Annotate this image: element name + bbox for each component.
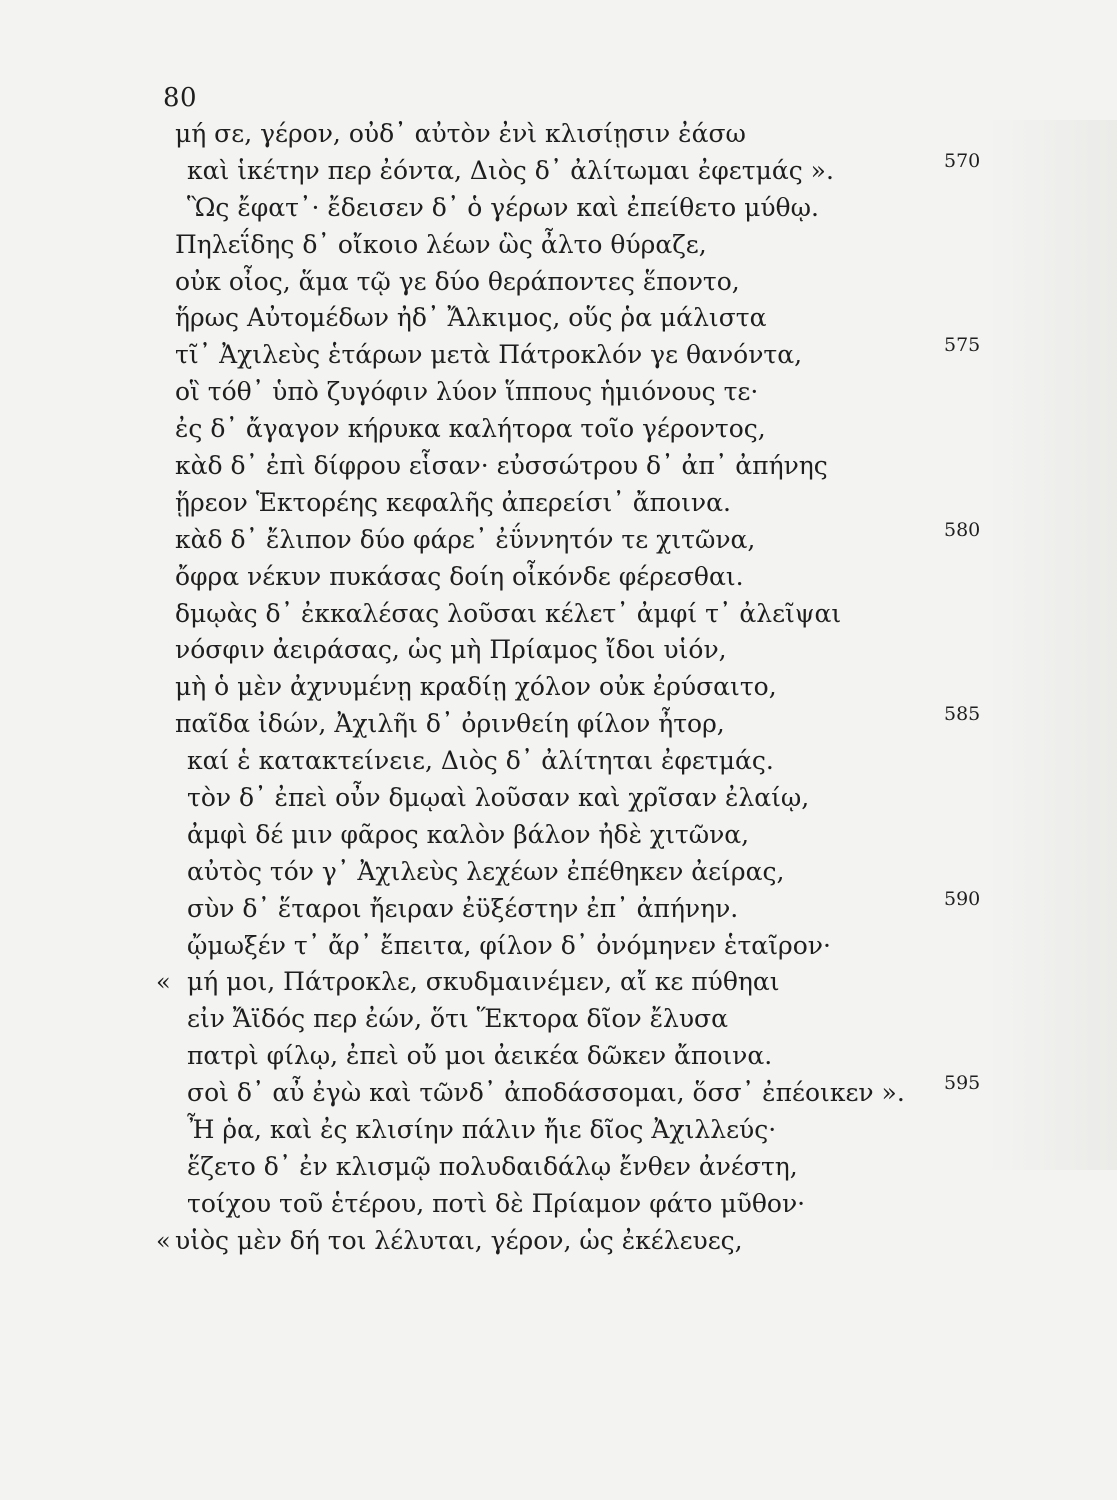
verse-text: Ἦ ῥα, καὶ ἐς κλισίην πάλιν ἤιε δῖος Ἀχιλλεύς· (187, 1115, 777, 1145)
verse-text: σὺν δ᾽ ἕταροι ἤειραν ἐϋξέστην ἐπ᾽ ἀπήνην. (187, 893, 739, 923)
verse-text: κὰδ δ᾽ ἔλιπον δύο φάρε᾽ ἐΰννητόν τε χιτῶνα, (175, 524, 756, 554)
line-number: 580 (944, 518, 981, 541)
line-number: 575 (944, 334, 981, 357)
verse-line (0, 1223, 1117, 1260)
verse-line (0, 1149, 1117, 1186)
verse-line (0, 1001, 1117, 1038)
verse-text: ἥρως Αὐτομέδων ἠδ᾽ Ἄλκιμος, οὕς ῥα μάλιστα (175, 303, 767, 333)
verse-text: σοὶ δ᾽ αὖ ἐγὼ καὶ τῶνδ᾽ ἀποδάσσομαι, ὅσσ᾽ ἐπέοικεν ». (187, 1078, 905, 1108)
verse-line (0, 780, 1117, 817)
verse-text: ἕζετο δ᾽ ἐν κλισμῷ πολυδαιδάλῳ ἔνθεν ἀνέστη, (187, 1151, 798, 1181)
verse-text: ᾕρεον Ἑκτορέης κεφαλῆς ἀπερείσι᾽ ἄποινα. (175, 487, 731, 517)
opening-quote-mark: « (156, 1226, 171, 1255)
page-number: 80 (163, 83, 198, 113)
line-number: 595 (944, 1072, 981, 1095)
verse-line (0, 1112, 1117, 1149)
verse-line (0, 964, 1117, 1001)
verse-block (0, 116, 1117, 1260)
verse-line (0, 703, 1117, 743)
line-number: 590 (944, 887, 981, 910)
verse-line (0, 632, 1117, 669)
verse-text: ᾤμωξέν τ᾽ ἄρ᾽ ἔπειτα, φίλον δ᾽ ὀνόμηνεν ἑταῖρον· (187, 930, 831, 960)
verse-text: καί ἑ κατακτείνειε, Διὸς δ᾽ ἀλίτηται ἐφετμάς. (187, 746, 774, 776)
opening-quote-mark: « (156, 968, 171, 997)
verse-line (0, 149, 1117, 190)
verse-text: οἳ τόθ᾽ ὑπὸ ζυγόφιν λύον ἵππους ἡμιόνους τε· (175, 377, 759, 407)
verse-text: τῖ᾽ Ἀχιλεὺς ἑτάρων μετὰ Πάτροκλόν γε θανόντα, (175, 340, 803, 370)
verse-text: ὄφρα νέκυν πυκάσας δοίη οἶκόνδε φέρεσθαι. (175, 561, 744, 591)
verse-line (0, 1072, 1117, 1112)
verse-text: πατρὶ φίλῳ, ἐπεὶ οὔ μοι ἀεικέα δῶκεν ἄποινα. (187, 1041, 773, 1071)
verse-line (0, 190, 1117, 227)
line-number: 585 (944, 703, 981, 726)
verse-line (0, 411, 1117, 448)
verse-text: εἰν Ἄϊδός περ ἐών, ὅτι Ἕκτορα δῖον ἔλυσα (187, 1004, 729, 1034)
verse-line (0, 887, 1117, 928)
verse-text: οὐκ οἶος, ἅμα τῷ γε δύο θεράποντες ἕποντο, (175, 266, 740, 296)
verse-line (0, 817, 1117, 854)
verse-line (0, 743, 1117, 780)
verse-text: ἐς δ᾽ ἄγαγον κήρυκα καλήτορα τοῖο γέροντος, (175, 414, 766, 444)
verse-text: μὴ ὁ μὲν ἀχνυμένῃ κραδίῃ χόλον οὐκ ἐρύσαιτο, (175, 672, 777, 702)
verse-text: υἱὸς μὲν δή τοι λέλυται, γέρον, ὡς ἐκέλευες, (175, 1225, 743, 1255)
line-number: 570 (944, 149, 981, 172)
verse-text: Πηλεΐδης δ᾽ οἴκοιο λέων ὣς ἆλτο θύραζε, (175, 229, 707, 259)
verse-line (0, 596, 1117, 633)
verse-line (0, 227, 1117, 264)
verse-text: καὶ ἱκέτην περ ἐόντα, Διὸς δ᾽ ἀλίτωμαι ἐφετμάς ». (187, 155, 834, 185)
verse-text: τὸν δ᾽ ἐπεὶ οὖν δμῳαὶ λοῦσαν καὶ χρῖσαν ἐλαίῳ, (187, 783, 810, 813)
verse-text: παῖδα ἰδών, Ἀχιλῆι δ᾽ ὀρινθείη φίλον ἦτορ, (175, 709, 725, 739)
verse-line (0, 264, 1117, 301)
verse-line (0, 518, 1117, 559)
verse-line (0, 334, 1117, 374)
verse-line (0, 559, 1117, 596)
verse-line (0, 1186, 1117, 1223)
verse-text: κὰδ δ᾽ ἐπὶ δίφρου εἷσαν· εὐσσώτρου δ᾽ ἀπ᾽ ἀπήνης (175, 451, 828, 481)
verse-text: μή σε, γέρον, οὐδ᾽ αὐτὸν ἐνὶ κλισίῃσιν ἐάσω (175, 119, 746, 148)
verse-line (0, 374, 1117, 411)
verse-text: μή μοι, Πάτροκλε, σκυδμαινέμεν, αἴ κε πύθηαι (187, 967, 780, 997)
verse-text: δμῳὰς δ᾽ ἐκκαλέσας λοῦσαι κέλετ᾽ ἀμφί τ᾽ ἀλεῖψαι (175, 598, 842, 628)
verse-text: τοίχου τοῦ ἑτέρου, ποτὶ δὲ Πρίαμον φάτο μῦθον· (187, 1188, 806, 1218)
verse-text: νόσφιν ἀειράσας, ὡς μὴ Πρίαμος ἴδοι υἱόν, (175, 635, 727, 665)
verse-line (0, 448, 1117, 485)
verse-text: ἀμφὶ δέ μιν φᾶρος καλὸν βάλον ἠδὲ χιτῶνα, (187, 819, 750, 849)
verse-line (0, 928, 1117, 965)
verse-text: Ὣς ἔφατ᾽· ἔδεισεν δ᾽ ὁ γέρων καὶ ἐπείθετο μύθῳ. (187, 192, 819, 222)
verse-text: αὐτὸς τόν γ᾽ Ἀχιλεὺς λεχέων ἐπέθηκεν ἀείρας, (187, 856, 785, 886)
